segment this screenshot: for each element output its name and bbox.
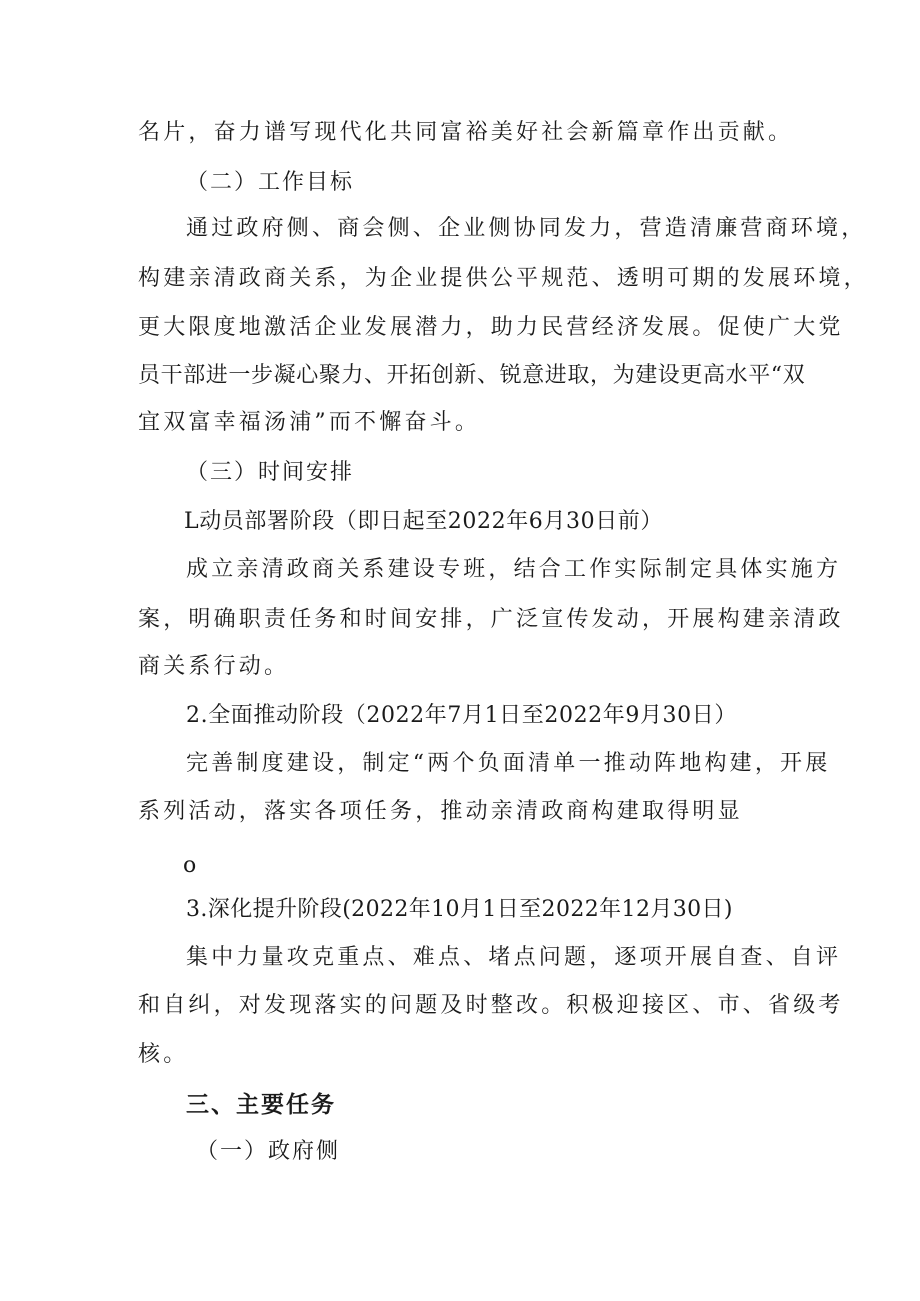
paragraph-line: 员干部进一步凝心聚力、开拓创新、锐意进取，为建设更高水平“双 bbox=[138, 363, 806, 388]
stage-1-heading: L动员部署阶段（即日起至2022年6月30日前） bbox=[184, 509, 663, 534]
stage-2-heading: 2.全面推动阶段（2022年7月1日至2022年9月30日） bbox=[186, 703, 737, 728]
paragraph-line: 和自纠，对发现落实的问题及时整改。积极迎接区、市、省级考 bbox=[138, 993, 844, 1018]
paragraph-line: 案，明确职责任务和时间安排，广泛宣传发动，开展构建亲清政 bbox=[138, 607, 844, 632]
stage-3-heading: 3.深化提升阶段(2022年10月1日至2022年12月30日) bbox=[186, 897, 733, 922]
paragraph-line: 核。 bbox=[138, 1042, 189, 1067]
paragraph-line: 系列活动，落实各项任务，推动亲清政商构建取得明显 bbox=[138, 799, 743, 824]
paragraph-line: 名片，奋力谱写现代化共同富裕美好社会新篇章作出贡献。 bbox=[138, 120, 794, 145]
paragraph-line: 通过政府侧、商会侧、企业侧协同发力，营造清廉营商环境， bbox=[186, 216, 867, 241]
chapter-heading-main-tasks: 三、主要任务 bbox=[186, 1092, 336, 1118]
paragraph-line: 成立亲清政商关系建设专班，结合工作实际制定具体实施方 bbox=[186, 557, 842, 582]
section-heading-work-goal: （二）工作目标 bbox=[186, 170, 355, 195]
section-heading-time-schedule: （三）时间安排 bbox=[186, 460, 355, 485]
paragraph-line: 宜双富幸福汤浦”而不懈奋斗。 bbox=[138, 410, 481, 435]
paragraph-line: 更大限度地激活企业发展潜力，助力民营经济发展。促使广大党 bbox=[138, 315, 844, 340]
section-heading-government-side: （一）政府侧 bbox=[196, 1139, 341, 1164]
paragraph-line: 构建亲清政商关系，为企业提供公平规范、透明可期的发展环境， bbox=[138, 266, 869, 291]
paragraph-line: 完善制度建设，制定“两个负面清单一推动阵地构建，开展 bbox=[186, 751, 831, 776]
paragraph-line: 商关系行动。 bbox=[138, 654, 290, 679]
paragraph-line: 集中力量攻克重点、难点、堵点问题，逐项开展自查、自评 bbox=[186, 945, 842, 970]
stray-character: o bbox=[183, 853, 200, 878]
